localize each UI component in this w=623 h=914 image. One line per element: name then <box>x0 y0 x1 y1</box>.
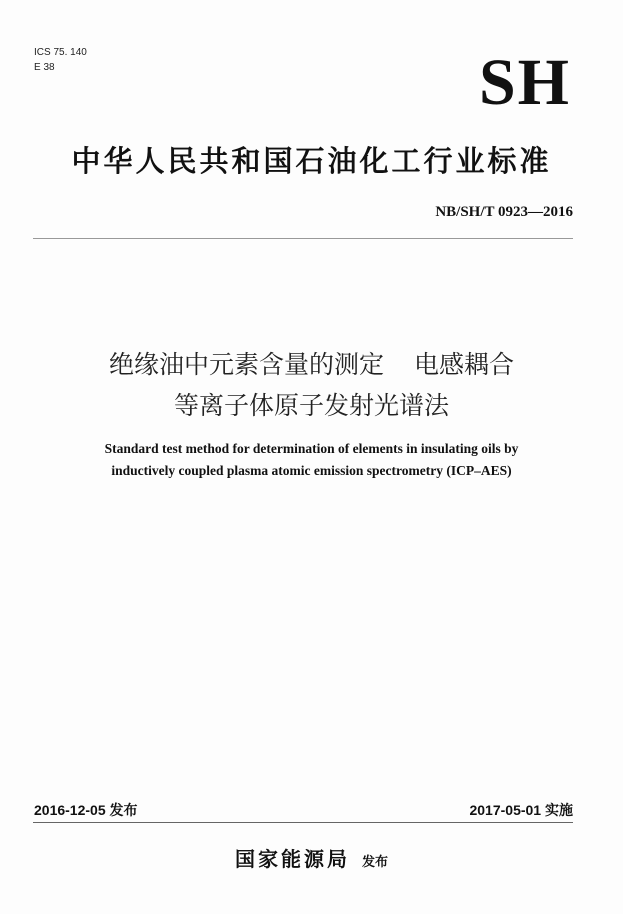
agency-title: 中华人民共和国石油化工行业标准 <box>71 144 552 178</box>
title-cn-line1-part1: 绝缘油中元素含量的测定 <box>108 350 384 379</box>
ics-code: ICS 75. 140 <box>34 47 87 58</box>
bottom-divider <box>33 822 573 823</box>
issuer <box>0 843 623 872</box>
top-divider <box>33 238 573 239</box>
implementation-date: 2017-05-01 实施 <box>469 802 573 818</box>
standard-number: NB/SH/T 0923—2016 <box>435 204 573 220</box>
title-cn-line1 <box>0 345 623 381</box>
ccs-code: E 38 <box>34 62 55 73</box>
title-en-line2: inductively coupled plasma atomic emission spectrometry (ICP–AES) <box>111 463 512 478</box>
title-cn-line1-part2: 电感耦合 <box>414 350 515 379</box>
issue-date: 2016-12-05 发布 <box>34 802 138 818</box>
title-en <box>30 438 593 482</box>
title-en-line1: Standard test method for determination of elements in insulating oils by <box>104 441 519 456</box>
issuer-organization: 国家能源局 <box>234 847 350 871</box>
classification-codes <box>34 45 87 75</box>
title-cn-line2: 等离子体原子发射光谱法 <box>173 391 449 420</box>
issuer-action: 发布 <box>361 855 388 870</box>
standard-mark: SH <box>478 46 571 119</box>
